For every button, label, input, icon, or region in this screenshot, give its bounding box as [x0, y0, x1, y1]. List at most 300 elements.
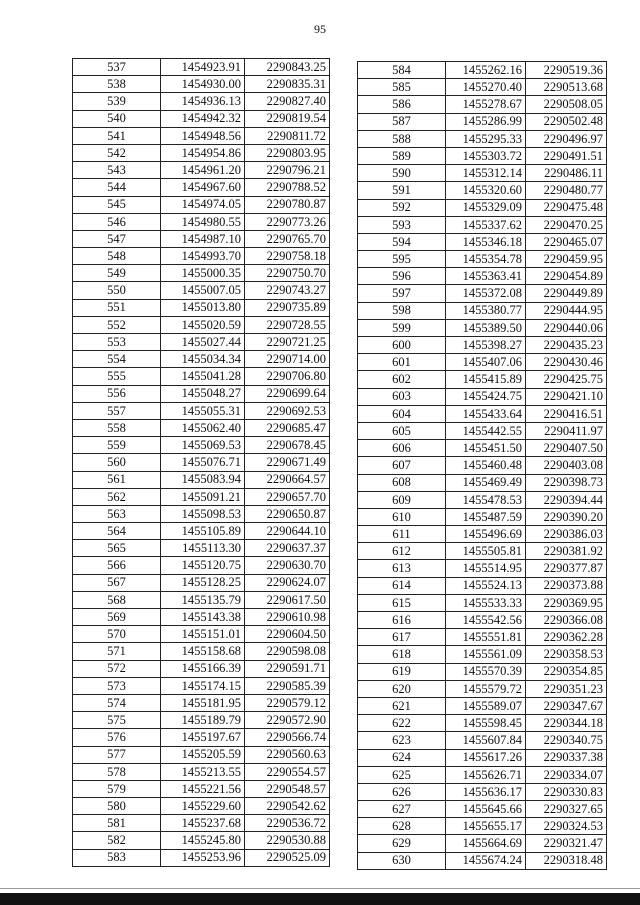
y-coordinate-cell: 2290425.75 — [526, 371, 607, 388]
x-coordinate-cell: 1455636.17 — [446, 783, 526, 800]
y-coordinate-cell: 2290347.67 — [526, 697, 607, 714]
x-coordinate-cell: 1455505.81 — [446, 543, 526, 560]
point-number-cell: 607 — [358, 457, 446, 474]
x-coordinate-cell: 1454923.91 — [161, 59, 245, 76]
y-coordinate-cell: 2290678.45 — [245, 437, 330, 454]
point-number-cell: 540 — [73, 110, 161, 127]
point-number-cell: 579 — [73, 780, 161, 797]
x-coordinate-cell: 1455496.69 — [446, 526, 526, 543]
x-coordinate-cell: 1455664.69 — [446, 835, 526, 852]
y-coordinate-cell: 2290743.27 — [245, 282, 330, 299]
table-row — [358, 560, 607, 577]
y-coordinate-cell: 2290407.50 — [526, 440, 607, 457]
x-coordinate-cell: 1455253.96 — [161, 849, 245, 866]
point-number-cell: 615 — [358, 594, 446, 611]
x-coordinate-cell: 1455415.89 — [446, 371, 526, 388]
x-coordinate-cell: 1455598.45 — [446, 715, 526, 732]
y-coordinate-cell: 2290416.51 — [526, 405, 607, 422]
x-coordinate-cell: 1455655.17 — [446, 818, 526, 835]
point-number-cell: 548 — [73, 248, 161, 265]
x-coordinate-cell: 1455143.38 — [161, 609, 245, 626]
point-number-cell: 604 — [358, 405, 446, 422]
point-number-cell: 546 — [73, 213, 161, 230]
x-coordinate-cell: 1454936.13 — [161, 93, 245, 110]
point-number-cell: 603 — [358, 388, 446, 405]
point-number-cell: 537 — [73, 59, 161, 76]
point-number-cell: 606 — [358, 440, 446, 457]
table-row — [73, 523, 330, 540]
x-coordinate-cell: 1455372.08 — [446, 285, 526, 302]
x-coordinate-cell: 1455062.40 — [161, 419, 245, 436]
point-number-cell: 566 — [73, 557, 161, 574]
table-row — [73, 609, 330, 626]
x-coordinate-cell: 1455389.50 — [446, 319, 526, 336]
point-number-cell: 581 — [73, 815, 161, 832]
table-row — [73, 505, 330, 522]
table-row — [73, 162, 330, 179]
table-row — [358, 199, 607, 216]
y-coordinate-cell: 2290366.08 — [526, 612, 607, 629]
y-coordinate-cell: 2290560.63 — [245, 746, 330, 763]
point-number-cell: 538 — [73, 76, 161, 93]
point-number-cell: 552 — [73, 316, 161, 333]
y-coordinate-cell: 2290685.47 — [245, 419, 330, 436]
y-coordinate-cell: 2290566.74 — [245, 729, 330, 746]
table-row — [73, 196, 330, 213]
point-number-cell: 555 — [73, 368, 161, 385]
x-coordinate-cell: 1455197.67 — [161, 729, 245, 746]
point-number-cell: 575 — [73, 712, 161, 729]
point-number-cell: 616 — [358, 612, 446, 629]
table-row — [358, 818, 607, 835]
x-coordinate-cell: 1455337.62 — [446, 216, 526, 233]
point-number-cell: 577 — [73, 746, 161, 763]
point-number-cell: 561 — [73, 471, 161, 488]
point-number-cell: 621 — [358, 697, 446, 714]
point-number-cell: 620 — [358, 680, 446, 697]
table-row — [358, 79, 607, 96]
table-row — [358, 337, 607, 354]
table-row — [73, 780, 330, 797]
y-coordinate-cell: 2290373.88 — [526, 577, 607, 594]
table-row — [358, 766, 607, 783]
point-number-cell: 618 — [358, 646, 446, 663]
table-row — [73, 746, 330, 763]
table-row — [358, 319, 607, 336]
table-row — [73, 144, 330, 161]
point-number-cell: 628 — [358, 818, 446, 835]
y-coordinate-cell: 2290351.23 — [526, 680, 607, 697]
x-coordinate-cell: 1455645.66 — [446, 801, 526, 818]
table-row — [73, 849, 330, 866]
y-coordinate-cell: 2290692.53 — [245, 402, 330, 419]
table-row — [358, 457, 607, 474]
point-number-cell: 619 — [358, 663, 446, 680]
y-coordinate-cell: 2290496.97 — [526, 130, 607, 147]
table-row — [73, 334, 330, 351]
x-coordinate-cell: 1455105.89 — [161, 523, 245, 540]
y-coordinate-cell: 2290811.72 — [245, 127, 330, 144]
table-row — [73, 299, 330, 316]
point-number-cell: 551 — [73, 299, 161, 316]
y-coordinate-cell: 2290362.28 — [526, 629, 607, 646]
x-coordinate-cell: 1455346.18 — [446, 233, 526, 250]
y-coordinate-cell: 2290706.80 — [245, 368, 330, 385]
table-row — [73, 591, 330, 608]
point-number-cell: 553 — [73, 334, 161, 351]
table-row — [73, 763, 330, 780]
point-number-cell: 609 — [358, 491, 446, 508]
point-number-cell: 587 — [358, 113, 446, 130]
point-number-cell: 578 — [73, 763, 161, 780]
x-coordinate-cell: 1455433.64 — [446, 405, 526, 422]
y-coordinate-cell: 2290334.07 — [526, 766, 607, 783]
table-row — [73, 540, 330, 557]
x-coordinate-cell: 1455329.09 — [446, 199, 526, 216]
y-coordinate-cell: 2290819.54 — [245, 110, 330, 127]
y-coordinate-cell: 2290530.88 — [245, 832, 330, 849]
point-number-cell: 617 — [358, 629, 446, 646]
y-coordinate-cell: 2290440.06 — [526, 319, 607, 336]
x-coordinate-cell: 1455478.53 — [446, 491, 526, 508]
table-row — [358, 251, 607, 268]
table-row — [73, 798, 330, 815]
y-coordinate-cell: 2290321.47 — [526, 835, 607, 852]
x-coordinate-cell: 1454987.10 — [161, 230, 245, 247]
y-coordinate-cell: 2290758.18 — [245, 248, 330, 265]
table-row — [73, 282, 330, 299]
y-coordinate-cell: 2290591.71 — [245, 660, 330, 677]
point-number-cell: 563 — [73, 505, 161, 522]
x-coordinate-cell: 1455189.79 — [161, 712, 245, 729]
x-coordinate-cell: 1455041.28 — [161, 368, 245, 385]
table-row — [73, 815, 330, 832]
table-row — [358, 852, 607, 869]
x-coordinate-cell: 1454967.60 — [161, 179, 245, 196]
point-number-cell: 597 — [358, 285, 446, 302]
table-row — [358, 440, 607, 457]
point-number-cell: 595 — [358, 251, 446, 268]
y-coordinate-cell: 2290390.20 — [526, 508, 607, 525]
table-row — [73, 488, 330, 505]
point-number-cell: 583 — [73, 849, 161, 866]
y-coordinate-cell: 2290803.95 — [245, 144, 330, 161]
table-row — [358, 233, 607, 250]
y-coordinate-cell: 2290337.38 — [526, 749, 607, 766]
y-coordinate-cell: 2290454.89 — [526, 268, 607, 285]
point-number-cell: 542 — [73, 144, 161, 161]
table-row — [73, 832, 330, 849]
x-coordinate-cell: 1455158.68 — [161, 643, 245, 660]
y-coordinate-cell: 2290765.70 — [245, 230, 330, 247]
point-number-cell: 539 — [73, 93, 161, 110]
table-row — [358, 216, 607, 233]
x-coordinate-cell: 1455551.81 — [446, 629, 526, 646]
x-coordinate-cell: 1455007.05 — [161, 282, 245, 299]
y-coordinate-cell: 2290449.89 — [526, 285, 607, 302]
point-number-cell: 541 — [73, 127, 161, 144]
table-row — [73, 454, 330, 471]
x-coordinate-cell: 1455589.07 — [446, 697, 526, 714]
table-row — [73, 574, 330, 591]
x-coordinate-cell: 1455303.72 — [446, 147, 526, 164]
y-coordinate-cell: 2290475.48 — [526, 199, 607, 216]
x-coordinate-cell: 1455570.39 — [446, 663, 526, 680]
y-coordinate-cell: 2290324.53 — [526, 818, 607, 835]
table-row — [73, 626, 330, 643]
y-coordinate-cell: 2290398.73 — [526, 474, 607, 491]
x-coordinate-cell: 1455181.95 — [161, 694, 245, 711]
point-number-cell: 589 — [358, 147, 446, 164]
point-number-cell: 598 — [358, 302, 446, 319]
x-coordinate-cell: 1455262.16 — [446, 62, 526, 79]
y-coordinate-cell: 2290630.70 — [245, 557, 330, 574]
point-number-cell: 624 — [358, 749, 446, 766]
point-number-cell: 623 — [358, 732, 446, 749]
point-number-cell: 608 — [358, 474, 446, 491]
x-coordinate-cell: 1454930.00 — [161, 76, 245, 93]
x-coordinate-cell: 1455542.56 — [446, 612, 526, 629]
table-row — [358, 646, 607, 663]
y-coordinate-cell: 2290835.31 — [245, 76, 330, 93]
x-coordinate-cell: 1455561.09 — [446, 646, 526, 663]
point-number-cell: 562 — [73, 488, 161, 505]
x-coordinate-cell: 1455407.06 — [446, 354, 526, 371]
table-row — [73, 677, 330, 694]
y-coordinate-cell: 2290617.50 — [245, 591, 330, 608]
table-row — [73, 351, 330, 368]
point-number-cell: 611 — [358, 526, 446, 543]
y-coordinate-cell: 2290644.10 — [245, 523, 330, 540]
table-row — [358, 285, 607, 302]
point-number-cell: 559 — [73, 437, 161, 454]
x-coordinate-cell: 1455069.53 — [161, 437, 245, 454]
x-coordinate-cell: 1455205.59 — [161, 746, 245, 763]
y-coordinate-cell: 2290773.26 — [245, 213, 330, 230]
table-row — [358, 680, 607, 697]
y-coordinate-cell: 2290548.57 — [245, 780, 330, 797]
x-coordinate-cell: 1455048.27 — [161, 385, 245, 402]
point-number-cell: 558 — [73, 419, 161, 436]
x-coordinate-cell: 1455354.78 — [446, 251, 526, 268]
y-coordinate-cell: 2290327.65 — [526, 801, 607, 818]
y-coordinate-cell: 2290386.03 — [526, 526, 607, 543]
table-row — [358, 732, 607, 749]
point-number-cell: 549 — [73, 265, 161, 282]
x-coordinate-cell: 1455245.80 — [161, 832, 245, 849]
table-row — [73, 694, 330, 711]
table-row — [73, 110, 330, 127]
x-coordinate-cell: 1455213.55 — [161, 763, 245, 780]
y-coordinate-cell: 2290843.25 — [245, 59, 330, 76]
x-coordinate-cell: 1455607.84 — [446, 732, 526, 749]
y-coordinate-cell: 2290554.57 — [245, 763, 330, 780]
table-row — [73, 230, 330, 247]
x-coordinate-cell: 1455514.95 — [446, 560, 526, 577]
point-number-cell: 630 — [358, 852, 446, 869]
point-number-cell: 629 — [358, 835, 446, 852]
y-coordinate-cell: 2290750.70 — [245, 265, 330, 282]
x-coordinate-cell: 1455027.44 — [161, 334, 245, 351]
point-number-cell: 580 — [73, 798, 161, 815]
table-row — [73, 557, 330, 574]
point-number-cell: 565 — [73, 540, 161, 557]
y-coordinate-cell: 2290610.98 — [245, 609, 330, 626]
y-coordinate-cell: 2290513.68 — [526, 79, 607, 96]
x-coordinate-cell: 1455120.75 — [161, 557, 245, 574]
y-coordinate-cell: 2290394.44 — [526, 491, 607, 508]
table-row — [73, 59, 330, 76]
point-number-cell: 605 — [358, 422, 446, 439]
table-row — [73, 316, 330, 333]
y-coordinate-cell: 2290714.00 — [245, 351, 330, 368]
table-row — [358, 130, 607, 147]
x-coordinate-cell: 1455091.21 — [161, 488, 245, 505]
table-row — [73, 471, 330, 488]
point-number-cell: 612 — [358, 543, 446, 560]
table-row — [358, 113, 607, 130]
point-number-cell: 544 — [73, 179, 161, 196]
x-coordinate-cell: 1455166.39 — [161, 660, 245, 677]
point-number-cell: 594 — [358, 233, 446, 250]
x-coordinate-cell: 1455237.68 — [161, 815, 245, 832]
x-coordinate-cell: 1455460.48 — [446, 457, 526, 474]
x-coordinate-cell: 1455000.35 — [161, 265, 245, 282]
y-coordinate-cell: 2290486.11 — [526, 165, 607, 182]
table-row — [358, 749, 607, 766]
y-coordinate-cell: 2290637.37 — [245, 540, 330, 557]
x-coordinate-cell: 1455626.71 — [446, 766, 526, 783]
point-number-cell: 574 — [73, 694, 161, 711]
y-coordinate-cell: 2290624.07 — [245, 574, 330, 591]
coordinates-table-left — [72, 58, 330, 867]
y-coordinate-cell: 2290519.36 — [526, 62, 607, 79]
point-number-cell: 545 — [73, 196, 161, 213]
point-number-cell: 556 — [73, 385, 161, 402]
table-row — [358, 302, 607, 319]
table-row — [358, 663, 607, 680]
bottom-rule — [0, 888, 640, 889]
table-row — [358, 147, 607, 164]
table-row — [73, 265, 330, 282]
point-number-cell: 557 — [73, 402, 161, 419]
y-coordinate-cell: 2290421.10 — [526, 388, 607, 405]
point-number-cell: 582 — [73, 832, 161, 849]
point-number-cell: 626 — [358, 783, 446, 800]
y-coordinate-cell: 2290369.95 — [526, 594, 607, 611]
table-row — [358, 783, 607, 800]
x-coordinate-cell: 1455229.60 — [161, 798, 245, 815]
x-coordinate-cell: 1455579.72 — [446, 680, 526, 697]
y-coordinate-cell: 2290358.53 — [526, 646, 607, 663]
y-coordinate-cell: 2290459.95 — [526, 251, 607, 268]
y-coordinate-cell: 2290403.08 — [526, 457, 607, 474]
x-coordinate-cell: 1455380.77 — [446, 302, 526, 319]
table-row — [358, 165, 607, 182]
y-coordinate-cell: 2290354.85 — [526, 663, 607, 680]
y-coordinate-cell: 2290491.51 — [526, 147, 607, 164]
x-coordinate-cell: 1454974.05 — [161, 196, 245, 213]
x-coordinate-cell: 1455295.33 — [446, 130, 526, 147]
y-coordinate-cell: 2290480.77 — [526, 182, 607, 199]
x-coordinate-cell: 1455113.30 — [161, 540, 245, 557]
y-coordinate-cell: 2290728.55 — [245, 316, 330, 333]
table-row — [73, 76, 330, 93]
table-row — [73, 213, 330, 230]
table-row — [73, 248, 330, 265]
table-row — [73, 368, 330, 385]
point-number-cell: 567 — [73, 574, 161, 591]
table-row — [358, 422, 607, 439]
y-coordinate-cell: 2290780.87 — [245, 196, 330, 213]
point-number-cell: 596 — [358, 268, 446, 285]
point-number-cell: 599 — [358, 319, 446, 336]
y-coordinate-cell: 2290344.18 — [526, 715, 607, 732]
x-coordinate-cell: 1454980.55 — [161, 213, 245, 230]
x-coordinate-cell: 1455128.25 — [161, 574, 245, 591]
y-coordinate-cell: 2290377.87 — [526, 560, 607, 577]
point-number-cell: 586 — [358, 96, 446, 113]
y-coordinate-cell: 2290470.25 — [526, 216, 607, 233]
x-coordinate-cell: 1455363.41 — [446, 268, 526, 285]
point-number-cell: 570 — [73, 626, 161, 643]
y-coordinate-cell: 2290604.50 — [245, 626, 330, 643]
point-number-cell: 622 — [358, 715, 446, 732]
x-coordinate-cell: 1455524.13 — [446, 577, 526, 594]
y-coordinate-cell: 2290444.95 — [526, 302, 607, 319]
x-coordinate-cell: 1454993.70 — [161, 248, 245, 265]
y-coordinate-cell: 2290465.07 — [526, 233, 607, 250]
y-coordinate-cell: 2290579.12 — [245, 694, 330, 711]
x-coordinate-cell: 1455312.14 — [446, 165, 526, 182]
point-number-cell: 610 — [358, 508, 446, 525]
x-coordinate-cell: 1455451.50 — [446, 440, 526, 457]
y-coordinate-cell: 2290827.40 — [245, 93, 330, 110]
point-number-cell: 560 — [73, 454, 161, 471]
table-row — [73, 93, 330, 110]
table-row — [73, 729, 330, 746]
table-row — [73, 179, 330, 196]
point-number-cell: 600 — [358, 337, 446, 354]
x-coordinate-cell: 1455487.59 — [446, 508, 526, 525]
table-row — [358, 577, 607, 594]
x-coordinate-cell: 1455270.40 — [446, 79, 526, 96]
bottom-scan-edge — [0, 893, 640, 905]
x-coordinate-cell: 1454954.86 — [161, 144, 245, 161]
point-number-cell: 614 — [358, 577, 446, 594]
x-coordinate-cell: 1455151.01 — [161, 626, 245, 643]
x-coordinate-cell: 1455533.33 — [446, 594, 526, 611]
y-coordinate-cell: 2290788.52 — [245, 179, 330, 196]
x-coordinate-cell: 1455076.71 — [161, 454, 245, 471]
y-coordinate-cell: 2290411.97 — [526, 422, 607, 439]
coordinates-table-right — [357, 61, 607, 870]
table-row — [73, 402, 330, 419]
table-row — [73, 643, 330, 660]
table-row — [73, 419, 330, 436]
y-coordinate-cell: 2290536.72 — [245, 815, 330, 832]
y-coordinate-cell: 2290508.05 — [526, 96, 607, 113]
table-row — [358, 508, 607, 525]
table-row — [358, 715, 607, 732]
point-number-cell: 573 — [73, 677, 161, 694]
point-number-cell: 592 — [358, 199, 446, 216]
point-number-cell: 564 — [73, 523, 161, 540]
table-row — [358, 354, 607, 371]
point-number-cell: 625 — [358, 766, 446, 783]
point-number-cell: 601 — [358, 354, 446, 371]
x-coordinate-cell: 1454961.20 — [161, 162, 245, 179]
